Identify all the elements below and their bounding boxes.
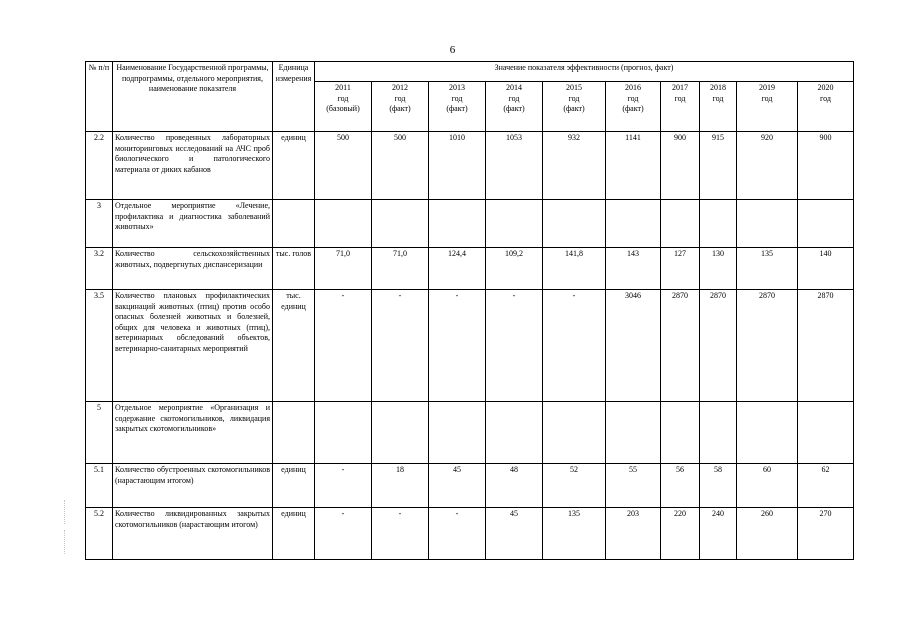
- indicators-table: [85, 61, 854, 560]
- value-cell: 260: [737, 508, 798, 560]
- indicator-name: Количество ликвидированных закрытых скотомогильников (нарастающим итогом): [113, 508, 273, 560]
- value-cell: 220: [661, 508, 700, 560]
- scan-artifact: [64, 500, 75, 524]
- header-year-year: 2012: [392, 83, 408, 92]
- value-cell: -: [429, 290, 486, 402]
- value-cell: [543, 200, 606, 248]
- value-cell: -: [372, 290, 429, 402]
- value-cell: [798, 402, 854, 464]
- value-cell: [700, 200, 737, 248]
- unit-cell: [273, 200, 315, 248]
- value-cell: 141,8: [543, 248, 606, 290]
- header-year-year: 2016: [625, 83, 641, 92]
- header-year-label: год: [674, 93, 686, 103]
- value-cell: 2870: [737, 290, 798, 402]
- row-number: 5: [86, 402, 113, 464]
- value-cell: 915: [700, 132, 737, 200]
- value-cell: -: [315, 464, 372, 508]
- header-year-year: 2020: [817, 83, 834, 92]
- row-number: 3.2: [86, 248, 113, 290]
- header-year-label: год: [712, 93, 724, 103]
- header-year-year: 2011: [335, 83, 351, 92]
- row-number: 3.5: [86, 290, 113, 402]
- unit-cell: единиц: [273, 132, 315, 200]
- value-cell: 60: [737, 464, 798, 508]
- value-cell: [737, 402, 798, 464]
- unit-cell: [273, 402, 315, 464]
- header-year-note: (факт): [446, 104, 468, 113]
- value-cell: 109,2: [486, 248, 543, 290]
- value-cell: 1141: [606, 132, 661, 200]
- row-number: 5.1: [86, 464, 113, 508]
- header-year-label: год: [508, 93, 520, 103]
- header-year-year: 2017: [672, 83, 688, 92]
- value-cell: [372, 402, 429, 464]
- header-year-2020: [798, 82, 854, 132]
- header-year-2019: [737, 82, 798, 132]
- header-year-note: (факт): [563, 104, 585, 113]
- header-year-2018: [700, 82, 737, 132]
- value-cell: [661, 402, 700, 464]
- value-cell: [661, 200, 700, 248]
- value-cell: -: [543, 290, 606, 402]
- value-cell: [606, 200, 661, 248]
- value-cell: [700, 402, 737, 464]
- value-cell: [372, 200, 429, 248]
- value-cell: -: [429, 508, 486, 560]
- table-row: [86, 248, 854, 290]
- header-year-label: год: [337, 93, 349, 103]
- value-cell: 143: [606, 248, 661, 290]
- header-year-2016: [606, 82, 661, 132]
- unit-cell: тыс. единиц: [273, 290, 315, 402]
- unit-cell: тыс. голов: [273, 248, 315, 290]
- indicator-name: Количество проведенных лабораторных мониторинговых исследований на АЧС проб биологического и патологического материала от диких кабанов: [113, 132, 273, 200]
- table-row: [86, 132, 854, 200]
- value-cell: 58: [700, 464, 737, 508]
- unit-cell: единиц: [273, 464, 315, 508]
- value-cell: 920: [737, 132, 798, 200]
- row-number: 2.2: [86, 132, 113, 200]
- value-cell: 900: [661, 132, 700, 200]
- row-number: 3: [86, 200, 113, 248]
- header-year-2017: [661, 82, 700, 132]
- header-year-2015: [543, 82, 606, 132]
- header-value-group: Значение показателя эффективности (прогноз, факт): [315, 62, 854, 82]
- header-year-note: (факт): [622, 104, 644, 113]
- header-year-note: (факт): [503, 104, 525, 113]
- header-year-label: год: [394, 93, 406, 103]
- value-cell: 124,4: [429, 248, 486, 290]
- header-year-label: год: [568, 93, 580, 103]
- value-cell: 52: [543, 464, 606, 508]
- value-cell: 45: [486, 508, 543, 560]
- value-cell: [543, 402, 606, 464]
- table-row: [86, 402, 854, 464]
- header-year-label: год: [820, 93, 831, 103]
- value-cell: [486, 402, 543, 464]
- table-row: [86, 464, 854, 508]
- table-row: [86, 508, 854, 560]
- scan-artifact: [64, 530, 75, 554]
- page-number: 6: [449, 44, 456, 56]
- header-unit: Единица измерения: [273, 62, 315, 132]
- header-year-label: год: [451, 93, 463, 103]
- value-cell: 140: [798, 248, 854, 290]
- value-cell: 900: [798, 132, 854, 200]
- value-cell: 55: [606, 464, 661, 508]
- value-cell: 500: [372, 132, 429, 200]
- value-cell: 270: [798, 508, 854, 560]
- header-name: Наименование Государственной программы, подпрограммы, отдельного мероприятия, наименование показателя: [113, 62, 273, 132]
- value-cell: 45: [429, 464, 486, 508]
- value-cell: 500: [315, 132, 372, 200]
- unit-cell: единиц: [273, 508, 315, 560]
- value-cell: 2870: [700, 290, 737, 402]
- header-year-2011: [315, 82, 372, 132]
- header-year-year: 2015: [566, 83, 582, 92]
- value-cell: [606, 402, 661, 464]
- value-cell: 2870: [661, 290, 700, 402]
- value-cell: -: [315, 290, 372, 402]
- indicator-name: Количество обустроенных скотомогильников (нарастающим итогом): [113, 464, 273, 508]
- table-row: [86, 290, 854, 402]
- header-year-2012: [372, 82, 429, 132]
- value-cell: -: [315, 508, 372, 560]
- value-cell: [798, 200, 854, 248]
- header-year-2014: [486, 82, 543, 132]
- value-cell: 135: [737, 248, 798, 290]
- header-year-2013: [429, 82, 486, 132]
- header-year-year: 2013: [449, 83, 465, 92]
- value-cell: 1010: [429, 132, 486, 200]
- header-num: № п/п: [86, 62, 113, 132]
- header-year-year: 2018: [710, 83, 726, 92]
- value-cell: 62: [798, 464, 854, 508]
- value-cell: 71,0: [315, 248, 372, 290]
- indicator-name: Количество плановых профилактических вакцинаций животных (птиц) против особо опасных болезней животных и болезней, общих для человека и животных (птиц), ветеринарных обследований объектов, ветеринарно-санитарных мероприятий: [113, 290, 273, 402]
- header-year-note: (базовый): [326, 104, 360, 113]
- table-row: [86, 200, 854, 248]
- value-cell: 932: [543, 132, 606, 200]
- value-cell: 48: [486, 464, 543, 508]
- indicator-name: Количество сельскохозяйственных животных, подвергнутых диспансеризации: [113, 248, 273, 290]
- header-year-year: 2019: [759, 83, 775, 92]
- header-year-year: 2014: [506, 83, 522, 92]
- value-cell: [429, 402, 486, 464]
- value-cell: 135: [543, 508, 606, 560]
- value-cell: 18: [372, 464, 429, 508]
- value-cell: -: [486, 290, 543, 402]
- value-cell: 203: [606, 508, 661, 560]
- value-cell: 240: [700, 508, 737, 560]
- value-cell: [737, 200, 798, 248]
- value-cell: 71,0: [372, 248, 429, 290]
- row-number: 5.2: [86, 508, 113, 560]
- value-cell: [486, 200, 543, 248]
- value-cell: 3046: [606, 290, 661, 402]
- value-cell: [315, 402, 372, 464]
- header-year-note: (факт): [389, 104, 411, 113]
- value-cell: 2870: [798, 290, 854, 402]
- indicator-name: Отдельное мероприятие «Лечение, профилактика и диагностика заболеваний животных»: [113, 200, 273, 248]
- value-cell: [315, 200, 372, 248]
- value-cell: 56: [661, 464, 700, 508]
- header-year-label: год: [627, 93, 639, 103]
- value-cell: 127: [661, 248, 700, 290]
- value-cell: [429, 200, 486, 248]
- indicator-name: Отдельное мероприятие «Организация и содержание скотомогильников, ликвидация закрытых скотомогильников»: [113, 402, 273, 464]
- value-cell: -: [372, 508, 429, 560]
- header-year-label: год: [761, 93, 773, 103]
- value-cell: 1053: [486, 132, 543, 200]
- value-cell: 130: [700, 248, 737, 290]
